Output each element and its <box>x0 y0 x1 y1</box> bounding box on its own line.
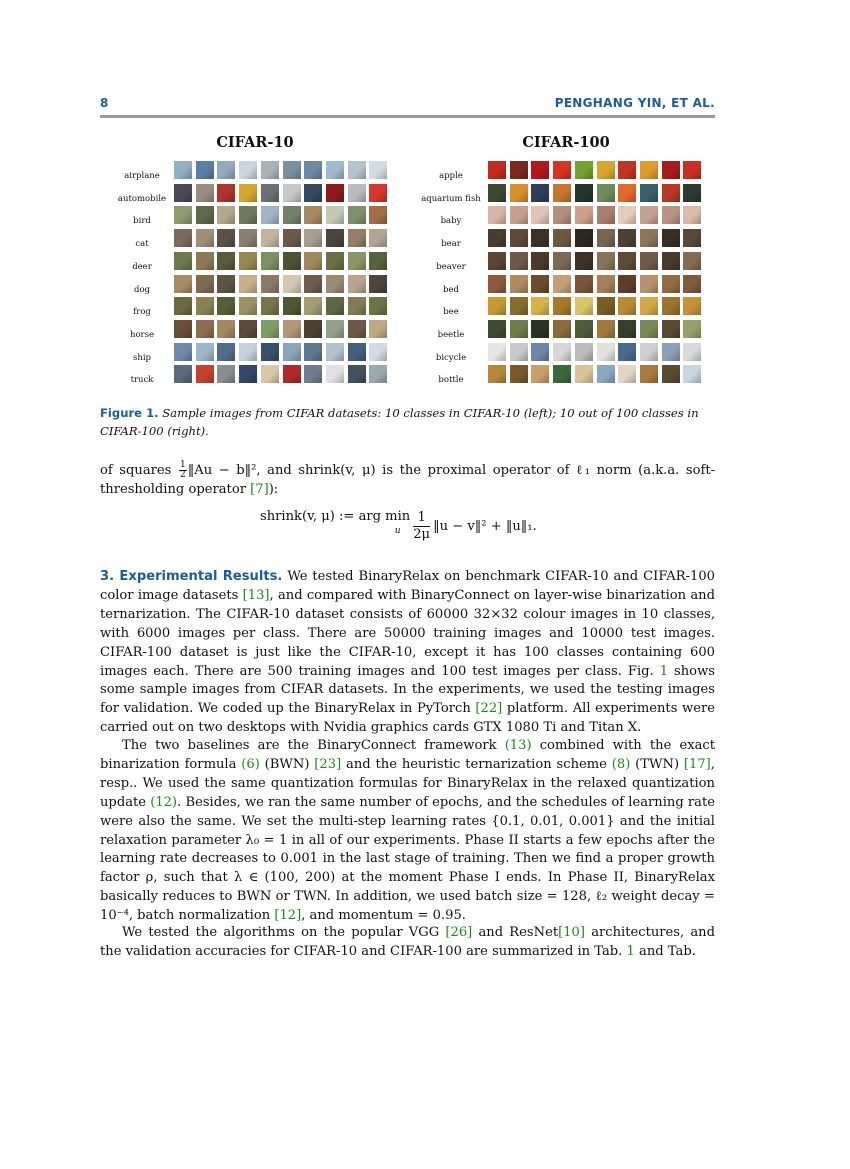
p3-text-a: The two baselines are the BinaryConnect framework <box>122 738 505 753</box>
cifar100-title: CIFAR-100 <box>522 134 610 151</box>
sample-image-thumbnail <box>304 184 322 202</box>
sample-image-thumbnail <box>348 275 366 293</box>
class-label: baby <box>440 216 462 227</box>
sample-image-thumbnail <box>488 252 506 270</box>
sample-image-thumbnail <box>488 297 506 315</box>
sample-image-thumbnail <box>575 365 593 383</box>
sample-image-thumbnail <box>326 365 344 383</box>
sample-image-thumbnail <box>217 275 235 293</box>
sample-image-thumbnail <box>261 275 279 293</box>
sample-image-thumbnail <box>348 343 366 361</box>
sample-image-thumbnail <box>348 206 366 224</box>
sample-image-thumbnail <box>662 320 680 338</box>
sample-image-thumbnail <box>597 297 615 315</box>
sample-image-thumbnail <box>597 184 615 202</box>
sample-image-thumbnail <box>196 206 214 224</box>
sample-image-thumbnail <box>348 252 366 270</box>
sample-image-thumbnail <box>531 206 549 224</box>
sample-image-thumbnail <box>369 252 387 270</box>
sample-image-thumbnail <box>531 297 549 315</box>
figure-caption <box>100 404 715 440</box>
sample-image-thumbnail <box>283 252 301 270</box>
class-label: truck <box>130 375 154 386</box>
sample-image-thumbnail <box>304 320 322 338</box>
p4-text-b: and ResNet <box>472 925 559 940</box>
sample-image-thumbnail <box>683 184 701 202</box>
sample-image-thumbnail <box>531 343 549 361</box>
sample-image-thumbnail <box>283 297 301 315</box>
sample-image-thumbnail <box>683 275 701 293</box>
sample-image-thumbnail <box>640 229 658 247</box>
sample-image-thumbnail <box>618 161 636 179</box>
p3-text-e: (TWN) <box>630 756 684 772</box>
p1-text-c: ): <box>268 481 279 497</box>
class-label: ship <box>133 352 151 363</box>
sample-image-thumbnail <box>326 229 344 247</box>
sample-image-thumbnail <box>174 297 192 315</box>
citation-link[interactable]: [17] <box>683 756 711 772</box>
sample-image-thumbnail <box>510 320 528 338</box>
sample-image-thumbnail <box>283 206 301 224</box>
sample-image-thumbnail <box>304 252 322 270</box>
sample-image-thumbnail <box>239 365 257 383</box>
p2-text-d: platform. All experiments were carried out on two desktops with Nvidia graphics cards GTX 1080 Ti and Titan X. <box>100 701 715 736</box>
sample-image-thumbnail <box>618 297 636 315</box>
eq-rhs: ‖u − v‖² + ‖u‖₁. <box>433 519 537 534</box>
caption-label: Figure 1. <box>100 406 159 420</box>
sample-image-thumbnail <box>196 229 214 247</box>
sample-image-thumbnail <box>510 161 528 179</box>
sample-image-thumbnail <box>304 206 322 224</box>
sample-image-thumbnail <box>597 252 615 270</box>
sample-image-thumbnail <box>510 229 528 247</box>
p3-text-g: . Besides, we ran the same number of epochs, and the schedules of learning rate were also the same. We set the multi-step learning rates {0.1, 0.01, 0.001} and the initial relaxation parameter λ₀ = 1 in all of our experiments. Phase II starts a few epochs after the learning rate decreases to 0.001 in the last stage of training. Then we find a proper growth factor ρ, such that λ ∈ (100, 200) at the moment Phase I ends. In Phase II, BinaryRelax basically reduces to BWN or TWN. In addition, we used batch size = 128, ℓ₂ weight decay = 10⁻⁴, batch normalization <box>100 794 715 924</box>
class-label: bee <box>443 307 459 318</box>
sample-image-thumbnail <box>531 320 549 338</box>
sample-image-thumbnail <box>553 343 571 361</box>
sample-image-thumbnail <box>510 365 528 383</box>
sample-image-thumbnail <box>174 275 192 293</box>
paragraph-baselines <box>100 737 715 926</box>
sample-image-thumbnail <box>369 320 387 338</box>
sample-image-thumbnail <box>618 320 636 338</box>
sample-image-thumbnail <box>326 184 344 202</box>
sample-image-thumbnail <box>553 297 571 315</box>
citation-link[interactable]: [23] <box>314 756 342 772</box>
sample-image-thumbnail <box>553 229 571 247</box>
sample-image-thumbnail <box>196 297 214 315</box>
citation-link[interactable]: [22] <box>475 701 503 717</box>
sample-image-thumbnail <box>304 275 322 293</box>
sample-image-thumbnail <box>597 206 615 224</box>
sample-image-thumbnail <box>174 365 192 383</box>
sample-image-thumbnail <box>369 161 387 179</box>
sample-image-thumbnail <box>369 297 387 315</box>
sample-image-thumbnail <box>239 184 257 202</box>
class-label: deer <box>132 261 152 272</box>
citation-link[interactable]: [12] <box>274 908 302 924</box>
section-heading: 3. Experimental Results. <box>100 569 283 584</box>
class-label: bear <box>441 239 461 250</box>
table-ref-link[interactable]: 1 <box>626 943 635 959</box>
sample-image-thumbnail <box>662 206 680 224</box>
p2-text-a: We tested BinaryRelax on benchmark CIFAR-10 and CIFAR-100 color image datasets <box>100 569 715 603</box>
sample-image-thumbnail <box>261 184 279 202</box>
sample-image-thumbnail <box>369 343 387 361</box>
paragraph-squares <box>100 461 715 500</box>
citation-link[interactable]: [13] <box>242 587 270 603</box>
sample-image-thumbnail <box>531 229 549 247</box>
sample-image-thumbnail <box>196 365 214 383</box>
class-label: bottle <box>438 375 464 386</box>
sample-image-thumbnail <box>488 184 506 202</box>
sample-image-thumbnail <box>488 320 506 338</box>
sample-image-thumbnail <box>618 343 636 361</box>
sample-image-thumbnail <box>531 161 549 179</box>
sample-image-thumbnail <box>575 206 593 224</box>
sample-image-thumbnail <box>174 320 192 338</box>
p3-text-d: and the heuristic ternarization scheme <box>341 756 612 772</box>
sample-image-thumbnail <box>348 184 366 202</box>
sample-image-thumbnail <box>575 184 593 202</box>
paragraph-architectures <box>100 924 715 962</box>
sample-image-thumbnail <box>304 365 322 383</box>
sample-image-thumbnail <box>304 161 322 179</box>
sample-image-thumbnail <box>326 206 344 224</box>
sample-image-thumbnail <box>575 275 593 293</box>
sample-image-thumbnail <box>283 229 301 247</box>
sample-image-thumbnail <box>217 343 235 361</box>
sample-image-thumbnail <box>217 252 235 270</box>
sample-image-thumbnail <box>261 343 279 361</box>
sample-image-thumbnail <box>640 297 658 315</box>
sample-image-thumbnail <box>640 275 658 293</box>
sample-image-thumbnail <box>239 320 257 338</box>
sample-image-thumbnail <box>575 343 593 361</box>
sample-image-thumbnail <box>217 161 235 179</box>
eq-sub: u <box>394 526 401 536</box>
p1-text-a: of squares <box>100 463 178 478</box>
sample-image-thumbnail <box>640 365 658 383</box>
sample-image-thumbnail <box>488 206 506 224</box>
sample-image-thumbnail <box>683 343 701 361</box>
class-label: horse <box>129 329 155 340</box>
p4-text-c: architectures, and the validation accuracies for CIFAR-10 and CIFAR-100 are summarized in Tab. <box>100 925 715 959</box>
sample-image-thumbnail <box>261 320 279 338</box>
equation-ref-link[interactable]: (12) <box>150 794 178 810</box>
half-fraction <box>179 461 187 480</box>
cifar10-title: CIFAR-10 <box>216 134 294 151</box>
sample-image-thumbnail <box>640 252 658 270</box>
sample-image-thumbnail <box>618 275 636 293</box>
eq-num: 1 <box>413 510 430 527</box>
sample-image-thumbnail <box>348 161 366 179</box>
sample-image-thumbnail <box>597 275 615 293</box>
shrink-equation <box>100 502 715 542</box>
sample-image-thumbnail <box>239 343 257 361</box>
sample-image-thumbnail <box>326 297 344 315</box>
page-number: 8 <box>100 96 109 110</box>
eq-fraction <box>413 510 430 543</box>
header-rule <box>100 115 715 118</box>
class-label: beaver <box>436 261 466 272</box>
sample-image-thumbnail <box>348 297 366 315</box>
sample-image-thumbnail <box>640 184 658 202</box>
sample-image-thumbnail <box>618 184 636 202</box>
sample-image-thumbnail <box>261 229 279 247</box>
p2-text-b: , and compared with BinaryConnect on layer-wise binarization and ternarization. The CIFAR-10 dataset consists of 60000 32×32 colour images in 10 classes, with 6000 images per class. There are 50000 training images and 10000 test images. CIFAR-100 dataset is just like the CIFAR-10, except it has 100 classes containing 600 images each. There are 500 training images and 100 test images per class. Fig. <box>100 587 715 679</box>
sample-image-thumbnail <box>575 320 593 338</box>
p3-text-b: combined with the exact binarization formula <box>100 738 716 772</box>
sample-image-thumbnail <box>304 343 322 361</box>
sample-image-thumbnail <box>239 275 257 293</box>
sample-image-thumbnail <box>597 365 615 383</box>
sample-image-thumbnail <box>326 161 344 179</box>
sample-image-thumbnail <box>174 229 192 247</box>
half-num: 1 <box>179 460 186 470</box>
sample-image-thumbnail <box>683 229 701 247</box>
sample-image-thumbnail <box>640 161 658 179</box>
sample-image-thumbnail <box>369 229 387 247</box>
class-label: airplane <box>124 171 160 181</box>
sample-image-thumbnail <box>683 297 701 315</box>
sample-image-thumbnail <box>618 206 636 224</box>
sample-image-thumbnail <box>662 297 680 315</box>
sample-image-thumbnail <box>575 252 593 270</box>
sample-image-thumbnail <box>683 365 701 383</box>
sample-image-thumbnail <box>683 252 701 270</box>
sample-image-thumbnail <box>348 365 366 383</box>
sample-image-thumbnail <box>488 343 506 361</box>
p3-text-h: , and momentum = 0.95. <box>301 908 466 924</box>
sample-image-thumbnail <box>196 320 214 338</box>
sample-image-thumbnail <box>239 229 257 247</box>
sample-image-thumbnail <box>662 343 680 361</box>
sample-image-thumbnail <box>510 252 528 270</box>
sample-image-thumbnail <box>640 320 658 338</box>
sample-image-thumbnail <box>553 365 571 383</box>
sample-image-thumbnail <box>239 297 257 315</box>
sample-image-thumbnail <box>662 275 680 293</box>
equation-ref-link[interactable]: (13) <box>504 738 532 753</box>
sample-image-thumbnail <box>283 275 301 293</box>
sample-image-thumbnail <box>369 365 387 383</box>
sample-image-thumbnail <box>174 184 192 202</box>
sample-image-thumbnail <box>640 343 658 361</box>
class-label: aquarium fish <box>421 193 481 204</box>
sample-image-thumbnail <box>618 229 636 247</box>
sample-image-thumbnail <box>531 275 549 293</box>
sample-image-thumbnail <box>553 320 571 338</box>
sample-image-thumbnail <box>553 184 571 202</box>
half-den: 2 <box>179 470 186 480</box>
equation-ref-link[interactable]: (8) <box>611 756 631 772</box>
running-header <box>100 96 715 112</box>
sample-image-thumbnail <box>597 343 615 361</box>
argmin-operator <box>260 510 410 538</box>
sample-image-thumbnail <box>369 184 387 202</box>
sample-image-thumbnail <box>662 365 680 383</box>
sample-image-thumbnail <box>553 206 571 224</box>
class-label: apple <box>439 171 463 181</box>
sample-image-thumbnail <box>196 161 214 179</box>
class-label: bird <box>133 216 151 227</box>
sample-image-thumbnail <box>662 229 680 247</box>
class-label: automobile <box>117 193 167 204</box>
p2-text-c: shows some sample images from CIFAR datasets. In the experiments, we used the testing images for validation. We coded up the BinaryRelax in PyTorch <box>100 663 715 717</box>
sample-image-thumbnail <box>531 184 549 202</box>
sample-image-thumbnail <box>348 229 366 247</box>
sample-image-thumbnail <box>217 229 235 247</box>
sample-image-thumbnail <box>304 229 322 247</box>
sample-image-thumbnail <box>261 252 279 270</box>
class-label: dog <box>134 284 150 295</box>
sample-image-thumbnail <box>174 206 192 224</box>
class-label: beetle <box>437 329 465 340</box>
sample-image-thumbnail <box>239 161 257 179</box>
sample-image-thumbnail <box>196 343 214 361</box>
p3-text-c: (BWN) <box>259 756 315 772</box>
sample-image-thumbnail <box>531 252 549 270</box>
sample-image-thumbnail <box>283 320 301 338</box>
sample-image-thumbnail <box>283 343 301 361</box>
sample-image-thumbnail <box>196 184 214 202</box>
sample-image-thumbnail <box>174 252 192 270</box>
citation-link[interactable]: [10] <box>558 925 585 940</box>
sample-image-thumbnail <box>261 206 279 224</box>
sample-image-thumbnail <box>326 275 344 293</box>
sample-image-thumbnail <box>369 275 387 293</box>
sample-image-thumbnail <box>283 184 301 202</box>
sample-image-thumbnail <box>239 252 257 270</box>
sample-image-thumbnail <box>304 297 322 315</box>
sample-image-thumbnail <box>575 161 593 179</box>
sample-image-thumbnail <box>597 161 615 179</box>
sample-image-thumbnail <box>662 161 680 179</box>
sample-image-thumbnail <box>553 275 571 293</box>
eq-den: 2μ <box>413 527 431 542</box>
sample-image-thumbnail <box>217 184 235 202</box>
sample-image-thumbnail <box>196 252 214 270</box>
sample-image-thumbnail <box>553 252 571 270</box>
sample-image-thumbnail <box>261 365 279 383</box>
sample-image-thumbnail <box>597 320 615 338</box>
sample-image-thumbnail <box>597 229 615 247</box>
sample-image-thumbnail <box>217 320 235 338</box>
sample-image-thumbnail <box>683 320 701 338</box>
eq-lhs: shrink(v, μ) := arg min <box>260 509 411 524</box>
sample-image-thumbnail <box>261 297 279 315</box>
sample-image-thumbnail <box>531 365 549 383</box>
sample-image-thumbnail <box>553 161 571 179</box>
sample-image-thumbnail <box>283 365 301 383</box>
sample-image-thumbnail <box>326 252 344 270</box>
sample-image-thumbnail <box>488 161 506 179</box>
sample-image-thumbnail <box>510 184 528 202</box>
sample-image-thumbnail <box>283 161 301 179</box>
caption-text: Sample images from CIFAR datasets: 10 classes in CIFAR-10 (left); 10 out of 100 classes in CIFAR-100 (right). <box>100 406 699 438</box>
sample-image-thumbnail <box>662 252 680 270</box>
equation-ref-link[interactable]: (6) <box>241 756 260 772</box>
sample-image-thumbnail <box>510 275 528 293</box>
sample-image-thumbnail <box>261 161 279 179</box>
sample-image-thumbnail <box>488 229 506 247</box>
sample-image-thumbnail <box>640 206 658 224</box>
sample-image-thumbnail <box>510 297 528 315</box>
citation-link[interactable]: [7] <box>250 481 269 497</box>
sample-image-thumbnail <box>618 365 636 383</box>
sample-image-thumbnail <box>510 343 528 361</box>
citation-link[interactable]: [26] <box>445 925 473 940</box>
sample-image-thumbnail <box>239 206 257 224</box>
sample-image-thumbnail <box>326 320 344 338</box>
class-label: bed <box>443 284 459 295</box>
sample-image-thumbnail <box>488 365 506 383</box>
sample-image-thumbnail <box>348 320 366 338</box>
sample-image-thumbnail <box>683 161 701 179</box>
sample-image-thumbnail <box>174 161 192 179</box>
class-label: bicycle <box>435 352 467 363</box>
p3-text-f: , resp.. We used the same quantization formulas for BinaryRelax in the relaxed quantization update <box>100 756 715 810</box>
class-label: cat <box>135 239 149 250</box>
sample-image-thumbnail <box>196 275 214 293</box>
p4-text-d: and Tab. <box>634 943 696 959</box>
p1-text-b: ‖Au − b‖², and shrink(v, μ) is the proximal operator of ℓ₁ norm (a.k.a. soft-thresholding operator <box>100 463 716 497</box>
class-label: frog <box>133 307 151 318</box>
sample-image-thumbnail <box>510 206 528 224</box>
sample-image-thumbnail <box>217 365 235 383</box>
p4-text-a: We tested the algorithms on the popular VGG <box>122 925 446 940</box>
sample-image-thumbnail <box>217 206 235 224</box>
sample-image-thumbnail <box>174 343 192 361</box>
figure-ref-link[interactable]: 1 <box>659 663 669 679</box>
sample-image-thumbnail <box>369 206 387 224</box>
sample-image-thumbnail <box>618 252 636 270</box>
sample-image-thumbnail <box>326 343 344 361</box>
sample-image-thumbnail <box>683 206 701 224</box>
sample-image-thumbnail <box>575 229 593 247</box>
sample-image-thumbnail <box>662 184 680 202</box>
sample-image-thumbnail <box>217 297 235 315</box>
sample-image-thumbnail <box>488 275 506 293</box>
running-authors: PENGHANG YIN, ET AL. <box>554 96 715 110</box>
paragraph-experimental-results <box>100 568 715 738</box>
sample-image-thumbnail <box>575 297 593 315</box>
